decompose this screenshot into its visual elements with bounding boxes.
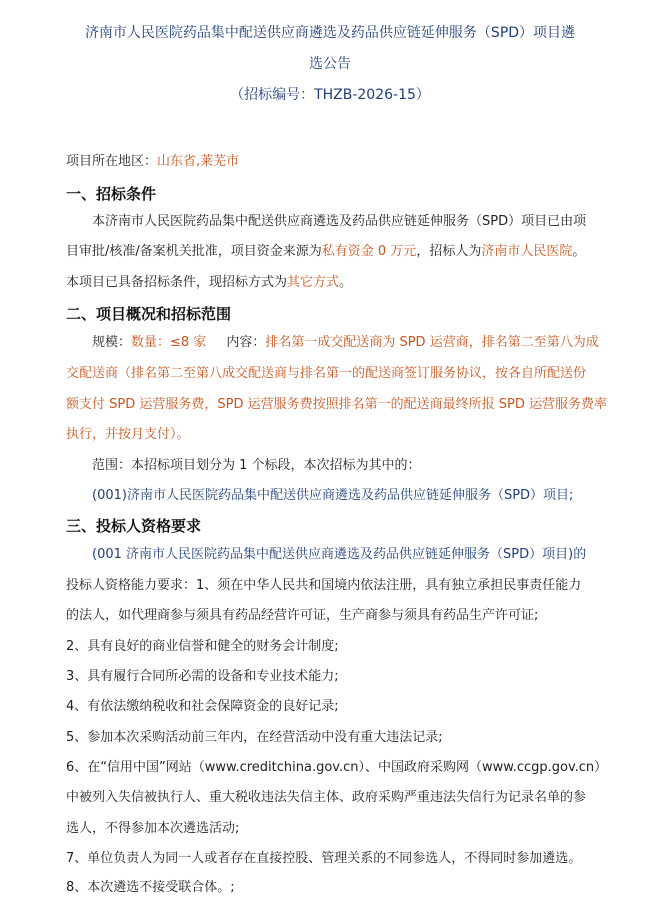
qualification-item-2: 2、具有良好的商业信誉和健全的财务会计制度; bbox=[66, 639, 339, 654]
scale-value: 数量：≤8 家 bbox=[131, 335, 207, 350]
qualification-item-6-line-1: 6、在“信用中国”网站（www.creditchina.gov.cn）、中国政府采购网（www.ccgp.gov.cn） bbox=[66, 760, 608, 775]
qualification-item-4: 4、有依法缴纳税收和社会保障资金的良好记录; bbox=[66, 699, 339, 714]
location-value: 山东省,莱芜市 bbox=[157, 154, 240, 169]
section-1-para-line-3: 本项目已具备招标条件，现招标方式为其它方式。 bbox=[66, 275, 353, 290]
notice-title-line-2: 选公告 bbox=[309, 56, 351, 72]
content-text-line-2: 交配送商（排名第二至第八成交配送商与排名第一的配送商签订服务协议，按各自所配送份 bbox=[66, 366, 587, 381]
section-1-para-line-1: 本济南市人民医院药品集中配送供应商遴选及药品供应链延伸服务（SPD）项目已由项 bbox=[92, 214, 587, 229]
qualification-item-6-line-2: 中被列入失信被执行人、重大税收违法失信主体、政府采购严重违法失信行为记录名单的参 bbox=[66, 790, 587, 805]
location-label: 项目所在地区： bbox=[66, 154, 158, 169]
section-1-para-line-2: 目审批/核准/备案机关批准，项目资金来源为私有资金 0 万元，招标人为济南市人民医院。 bbox=[66, 244, 586, 259]
tender-number: （招标编号：THZB-2026-15） bbox=[230, 87, 430, 103]
qualification-intro-line-3: 的法人，如代理商参与须具有药品经营许可证，生产商参与须具有药品生产许可证; bbox=[66, 608, 539, 623]
qualification-item-5: 5、参加本次采购活动前三年内，在经营活动中没有重大违法记录; bbox=[66, 730, 443, 745]
lot-item: (001)济南市人民医院药品集中配送供应商遴选及药品供应链延伸服务（SPD）项目; bbox=[92, 488, 574, 503]
qualification-intro-line-1: (001 济南市人民医院药品集中配送供应商遴选及药品供应链延伸服务（SPD）项目)的 bbox=[92, 547, 587, 562]
range-line: 范围：本招标项目划分为 1 个标段，本次招标为其中的： bbox=[92, 458, 421, 473]
notice-title-line-1: 济南市人民医院药品集中配送供应商遴选及药品供应链延伸服务（SPD）项目遴 bbox=[84, 25, 576, 41]
tender-method: 其它方式 bbox=[287, 275, 340, 290]
tenderer-name: 济南市人民医院 bbox=[481, 244, 573, 259]
scale-line: 规模：数量：≤8 家 内容：排名第一成交配送商为 SPD 运营商，排名第二至第八为成 bbox=[92, 335, 599, 350]
content-text-line-3: 额支付 SPD 运营服务费，SPD 运营服务费按照排名第一的配送商最终所报 SPD 运营服务费率 bbox=[66, 397, 607, 412]
section-2-heading: 二、项目概况和招标范围 bbox=[66, 305, 232, 323]
qualification-item-8: 8、本次遴选不接受联合体。; bbox=[66, 880, 235, 895]
section-1-heading: 一、招标条件 bbox=[66, 185, 157, 203]
section-3-heading: 三、投标人资格要求 bbox=[66, 517, 202, 535]
qualification-item-6-line-3: 选人，不得参加本次遴选活动; bbox=[66, 821, 240, 836]
fund-source: 私有资金 0 万元 bbox=[321, 244, 417, 259]
content-text-line-4: 执行，并按月支付）。 bbox=[66, 427, 190, 442]
content-text-line-1: 排名第一成交配送商为 SPD 运营商，排名第二至第八为成 bbox=[265, 335, 599, 350]
qualification-item-3: 3、具有履行合同所必需的设备和专业技术能力; bbox=[66, 669, 339, 684]
qualification-intro-line-2: 投标人资格能力要求：1、须在中华人民共和国境内依法注册，具有独立承担民事责任能力 bbox=[66, 578, 582, 593]
project-location bbox=[66, 153, 239, 171]
qualification-item-7: 7、单位负责人为同一人或者存在直接控股、管理关系的不同参选人，不得同时参加遴选。 bbox=[66, 851, 582, 866]
